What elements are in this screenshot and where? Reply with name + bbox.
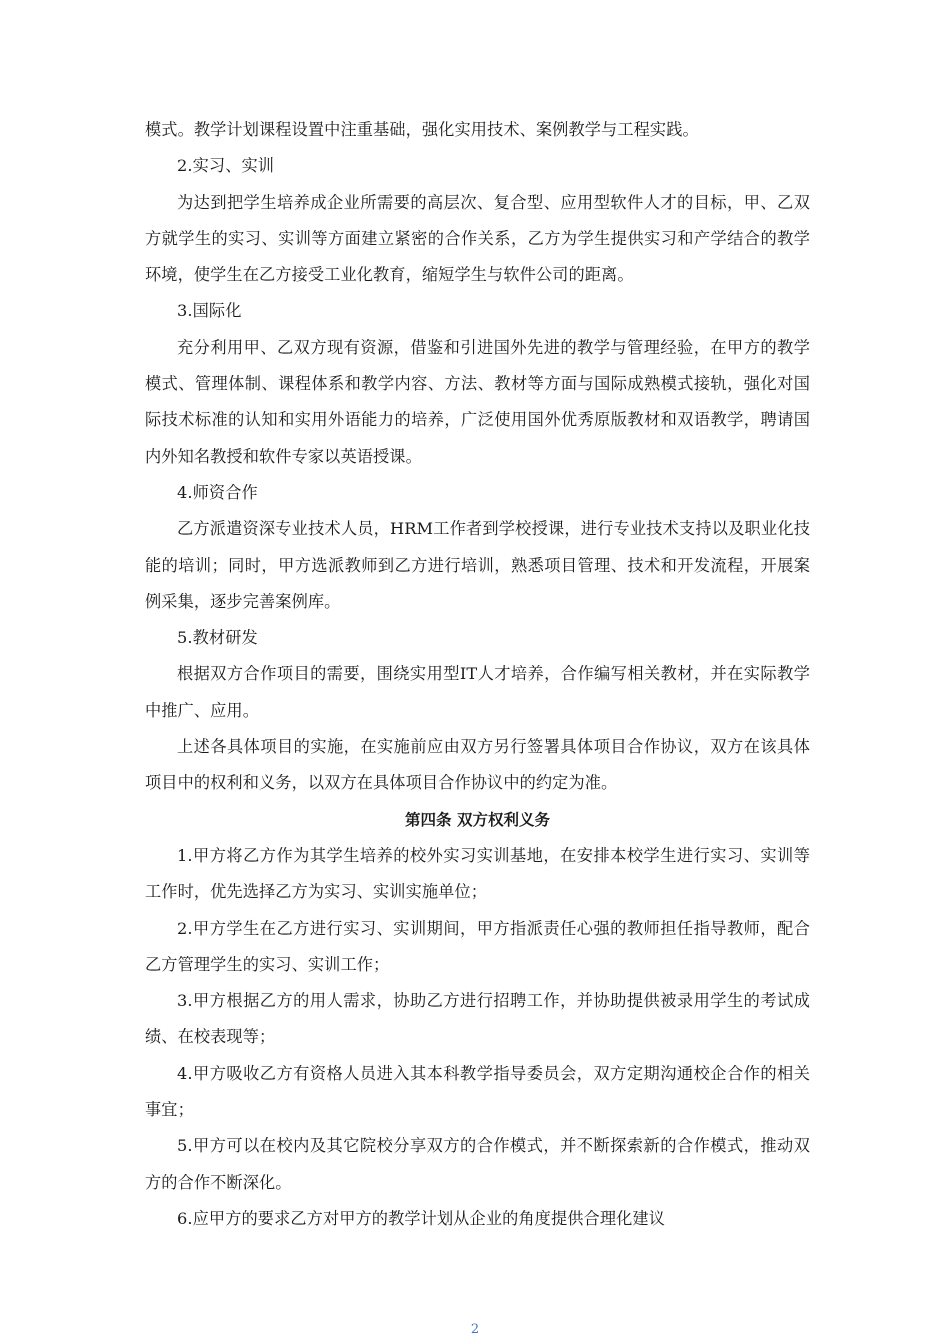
section-label-internationalization: 3.国际化 <box>177 301 242 321</box>
section-label-faculty: 4.师资合作 <box>177 482 258 502</box>
list-item: 2.甲方学生在乙方进行实习、实训期间，甲方指派责任心强的教师担任指导教师，配合乙方管理学生的实习、实训工作； <box>145 918 810 974</box>
article-heading: 第四条 双方权利义务 <box>405 810 550 829</box>
paragraph: 充分利用甲、乙双方现有资源，借鉴和引进国外先进的教学与管理经验，在甲方的教学模式、管理体制、课程体系和教学内容、方法、教材等方面与国际成熟模式接轨，强化对国际技术标准的认知和实用外语能力的培养，广泛使用国外优秀原版教材和双语教学，聘请国内外知名教授和软件专家以英语授课。 <box>145 337 810 466</box>
paragraph: 模式。教学计划课程设置中注重基础，强化实用技术、案例教学与工程实践。 <box>145 120 699 139</box>
list-item: 3.甲方根据乙方的用人需求，协助乙方进行招聘工作，并协助提供被录用学生的考试成绩、在校表现等； <box>145 991 810 1047</box>
document-body <box>145 112 810 1237</box>
section-label-internship: 2.实习、实训 <box>177 156 275 176</box>
list-item: 5.甲方可以在校内及其它院校分享双方的合作模式，并不断探索新的合作模式，推动双方的合作不断深化。 <box>145 1136 810 1192</box>
section-label-textbook: 5.教材研发 <box>177 628 258 648</box>
paragraph: 为达到把学生培养成企业所需要的高层次、复合型、应用型软件人才的目标，甲、乙双方就学生的实习、实训等方面建立紧密的合作关系，乙方为学生提供实习和产学结合的教学环境，使学生在乙方接受工业化教育，缩短学生与软件公司的距离。 <box>145 192 810 285</box>
paragraph: 乙方派遣资深专业技术人员，HRM工作者到学校授课，进行专业技术支持以及职业化技能的培训；同时，甲方选派教师到乙方进行培训，熟悉项目管理、技术和开发流程，开展案例采集，逐步完善案例库。 <box>145 519 810 611</box>
paragraph: 上述各具体项目的实施，在实施前应由双方另行签署具体项目合作协议，双方在该具体项目中的权利和义务，以双方在具体项目合作协议中的约定为准。 <box>145 737 810 793</box>
paragraph: 根据双方合作项目的需要，围绕实用型IT人才培养，合作编写相关教材，并在实际教学中推广、应用。 <box>145 664 810 720</box>
page-number: 2 <box>470 1322 480 1337</box>
list-item: 4.甲方吸收乙方有资格人员进入其本科教学指导委员会，双方定期沟通校企合作的相关事宜； <box>145 1063 810 1120</box>
list-item: 1.甲方将乙方作为其学生培养的校外实习实训基地，在安排本校学生进行实习、实训等工作时，优先选择乙方为实习、实训实施单位； <box>145 845 810 902</box>
list-item: 6.应甲方的要求乙方对甲方的教学计划从企业的角度提供合理化建议 <box>177 1208 665 1228</box>
